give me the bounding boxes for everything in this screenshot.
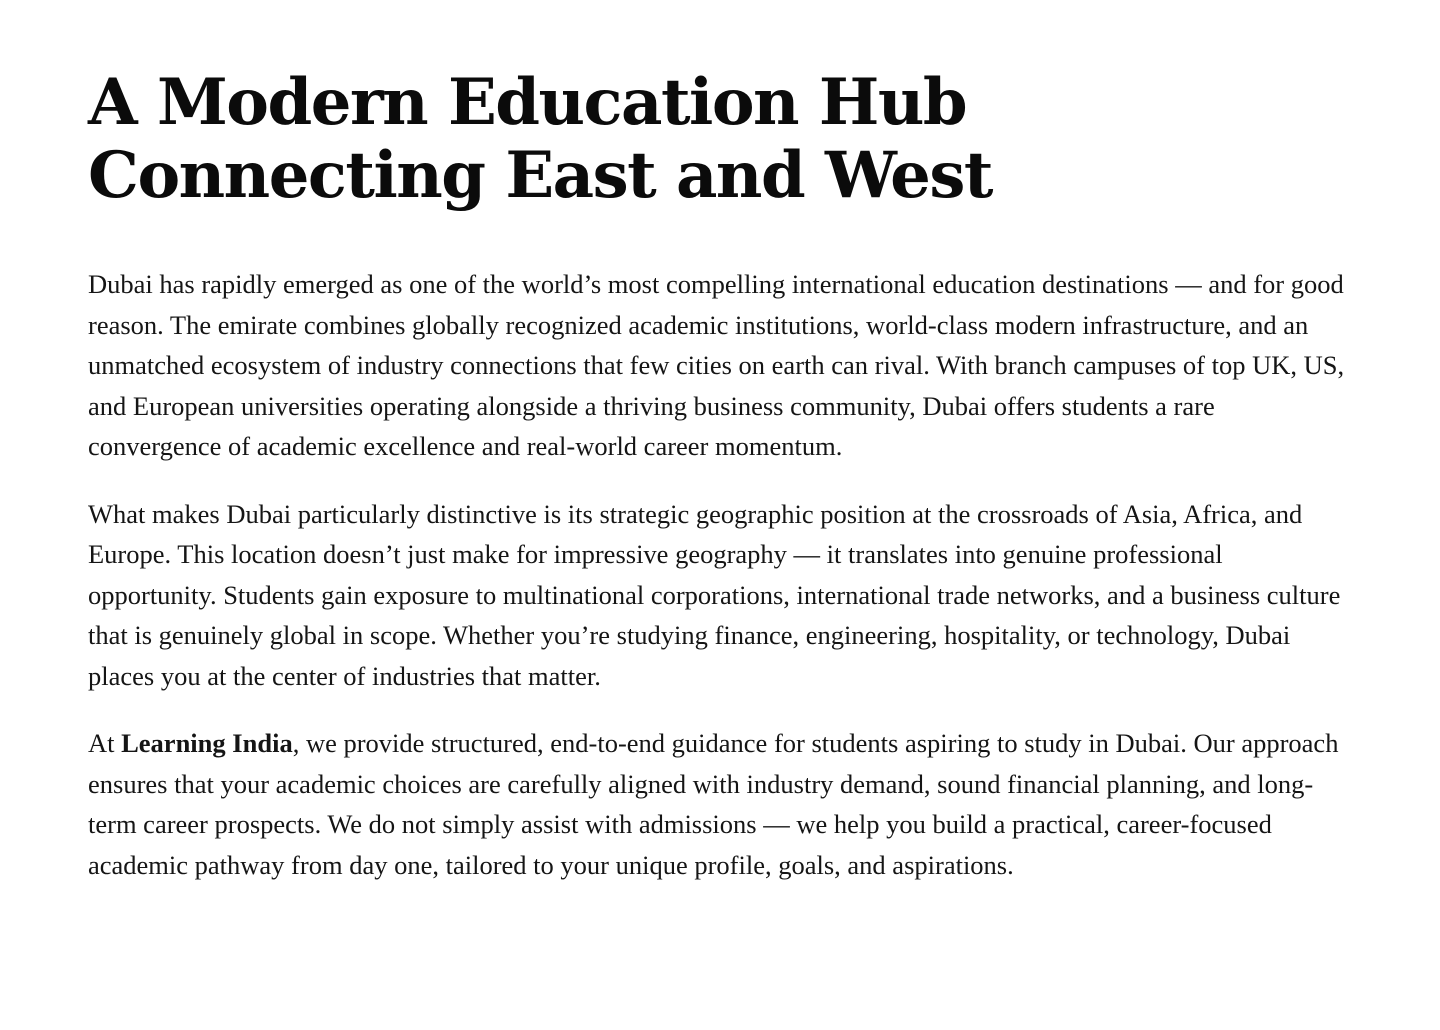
brand-name: Learning India xyxy=(121,728,293,758)
paragraph-learning-india xyxy=(88,723,1352,885)
paragraph-dubai-overview: Dubai has rapidly emerged as one of the world’s most compelling international education destinations — and for good reason. The emirate combines globally recognized academic institutions, world-class modern infrastructure, and an unmatched ecosystem of industry connections that few cities on earth can rival. With branch campuses of top UK, US, and European universities operating alongside a thriving business community, Dubai offers students a rare convergence of academic excellence and real-world career momentum. xyxy=(88,269,1345,461)
page-title: A Modern Education Hub Connecting East and West xyxy=(88,65,992,213)
paragraph-body: , we provide structured, end-to-end guidance for students aspiring to study in Dubai. Our approach ensures that your academic choices are carefully aligned with industry demand, sound financial planning, and long-term career prospects. We do not simply assist with admissions — we help you build a practical, career-focused academic pathway from day one, tailored to your unique profile, goals, and aspirations. xyxy=(88,728,1339,880)
paragraph-strategic-location: What makes Dubai particularly distinctive is its strategic geographic position at the crossroads of Asia, Africa, and Europe. This location doesn’t just make for impressive geography — it translates into genuine professional opportunity. Students gain exposure to multinational corporations, international trade networks, and a business culture that is genuinely global in scope. Whether you’re studying finance, engineering, hospitality, or technology, Dubai places you at the center of industries that matter. xyxy=(88,498,1341,691)
paragraph-prefix: At xyxy=(88,728,122,758)
article xyxy=(88,66,1352,912)
